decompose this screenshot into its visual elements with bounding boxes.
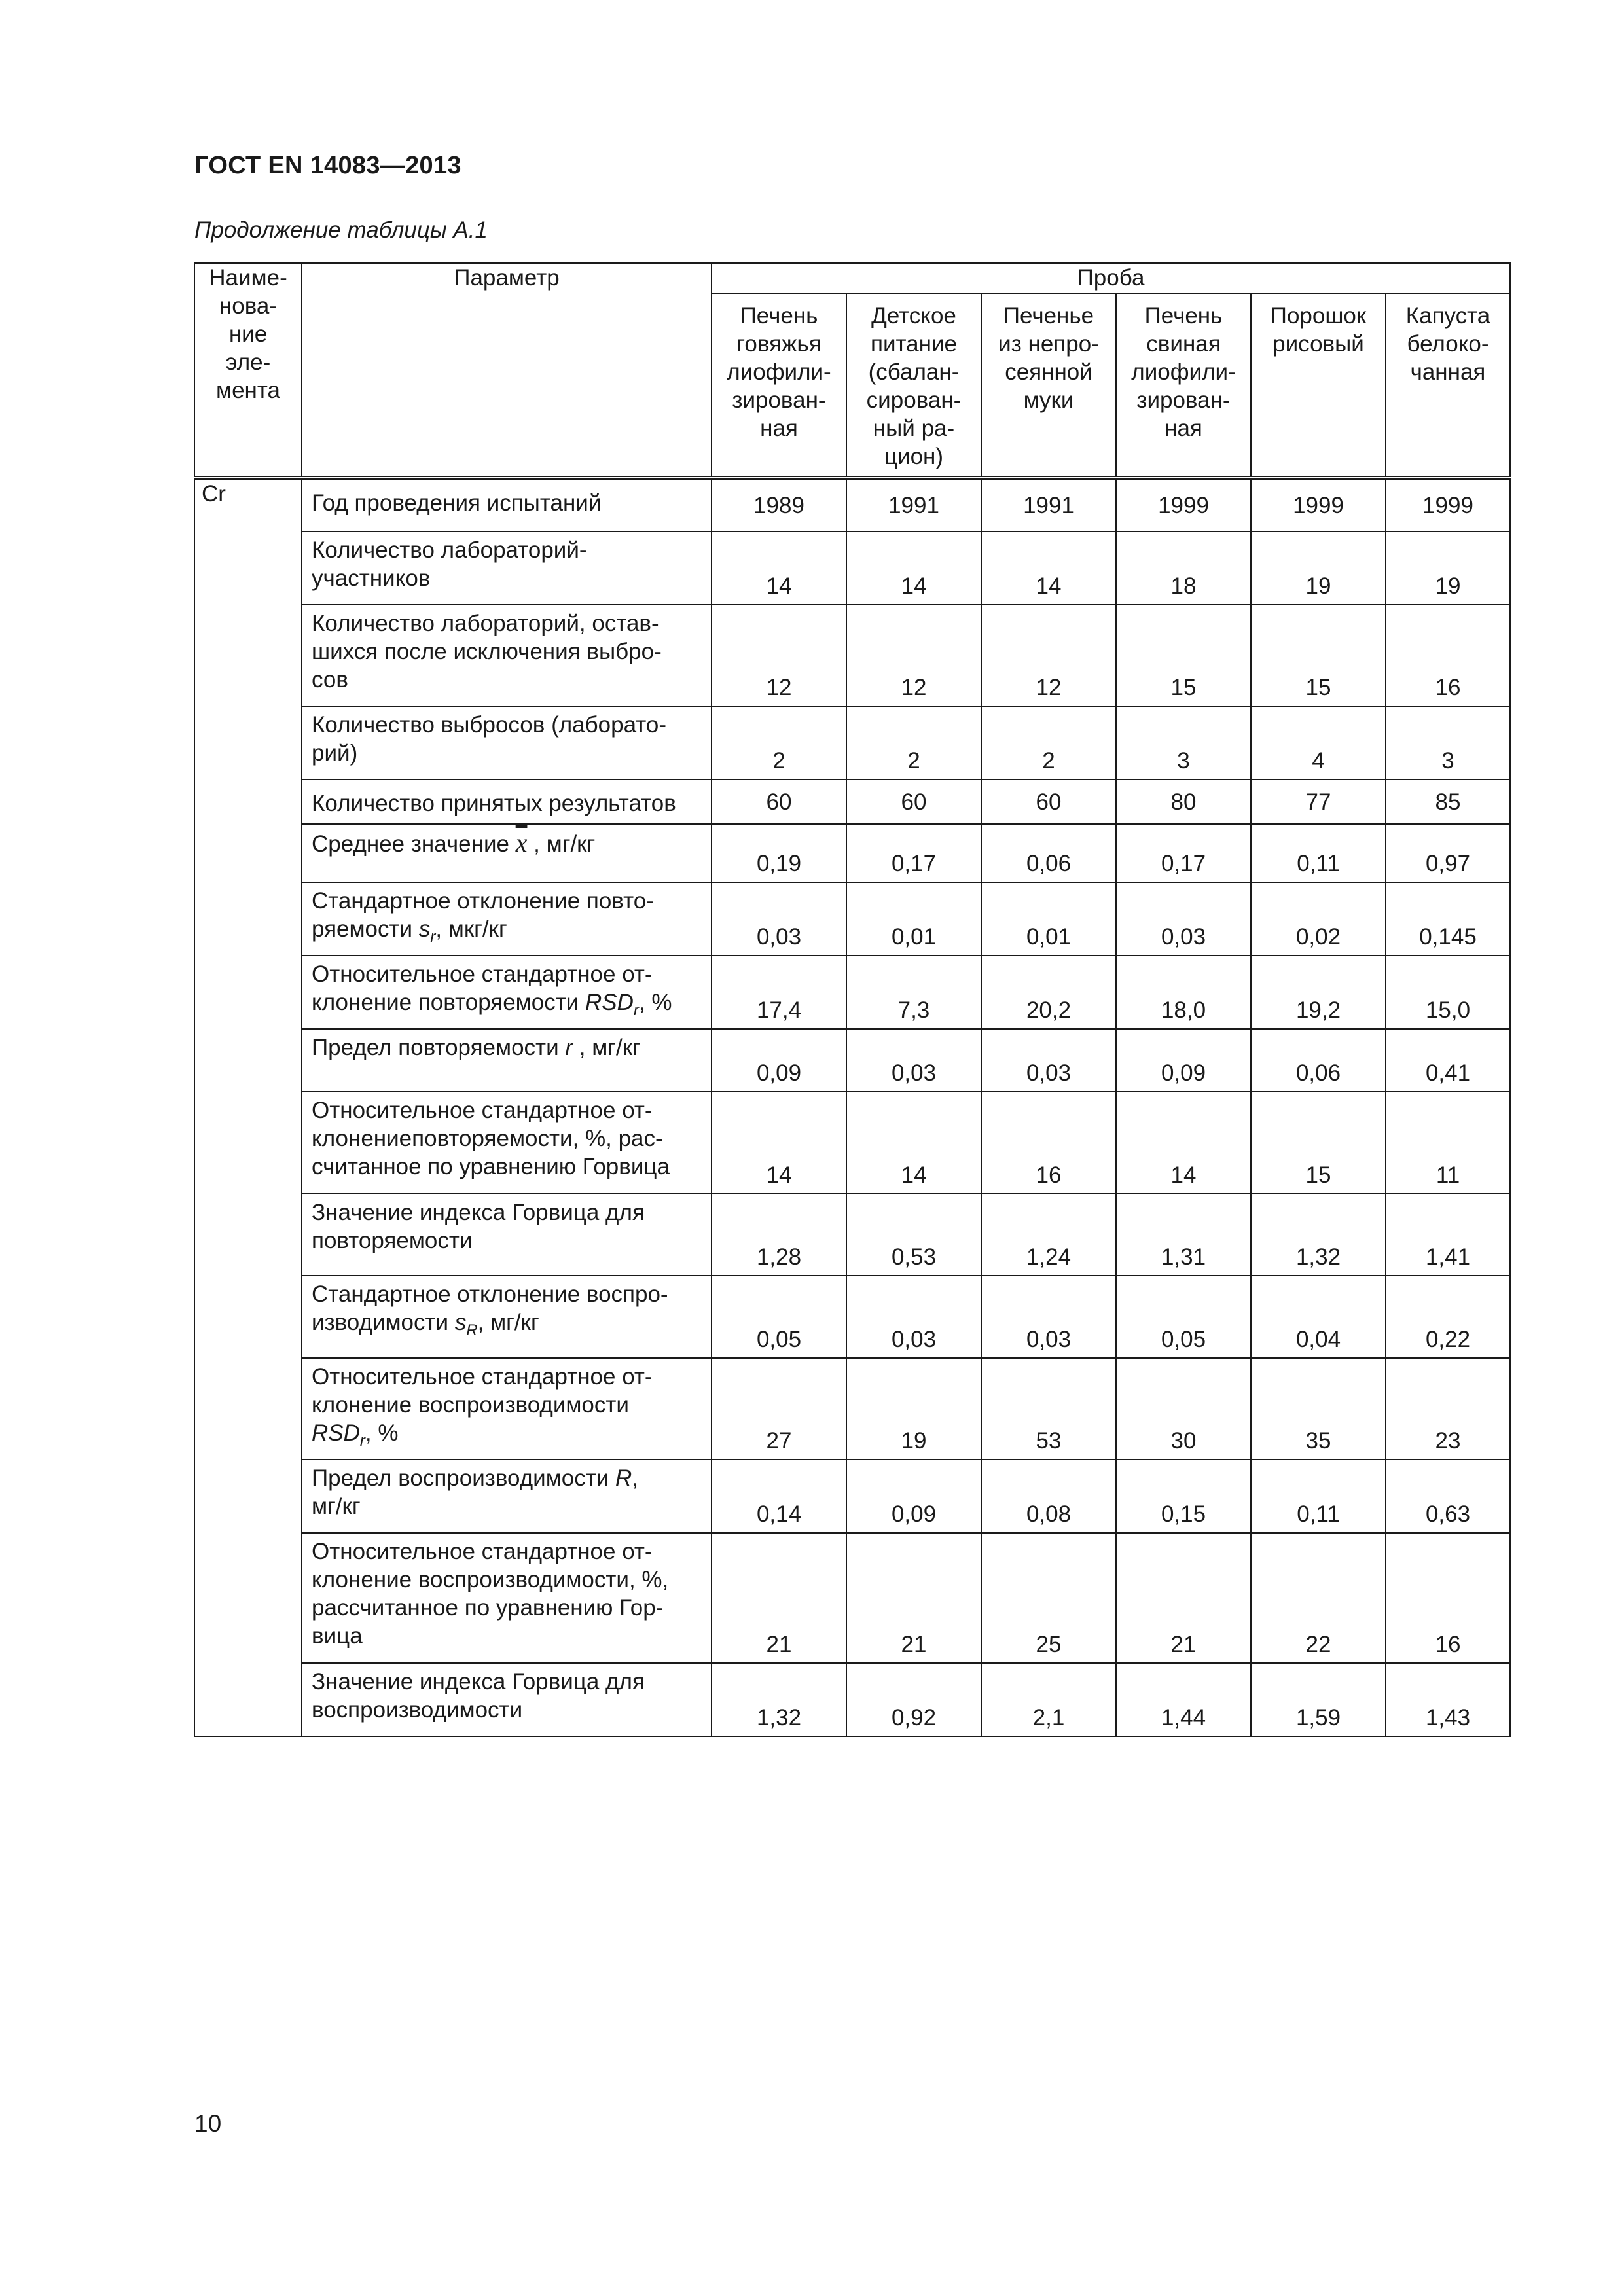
value-cell: 2 — [712, 706, 846, 780]
param-symbol: s — [454, 1310, 467, 1335]
value-cell: 77 — [1251, 780, 1386, 824]
table-row — [194, 1460, 1510, 1533]
param-subscript: r — [633, 1001, 639, 1019]
param-label: Год проведения испытаний — [312, 490, 602, 516]
value-cell: 0,11 — [1251, 1460, 1386, 1533]
value-cell: 0,09 — [1116, 1029, 1251, 1092]
value-cell: 0,03 — [1116, 882, 1251, 956]
value-cell: 20,2 — [981, 956, 1116, 1029]
value-cell: 16 — [1386, 1533, 1510, 1663]
value-cell: 14 — [846, 1092, 981, 1194]
value-cell: 1,32 — [1251, 1194, 1386, 1276]
value-cell: 14 — [1116, 1092, 1251, 1194]
param-label: Количество выбросов (лаборато- рий) — [312, 712, 667, 766]
param-label: Количество принятых результатов — [312, 791, 676, 816]
table-row — [194, 1358, 1510, 1460]
table-row — [194, 706, 1510, 780]
value-cell: 0,145 — [1386, 882, 1510, 956]
value-cell: 1,24 — [981, 1194, 1116, 1276]
param-unit: , мг/кг — [573, 1035, 641, 1060]
value-cell: 0,03 — [712, 882, 846, 956]
value-cell: 21 — [1116, 1533, 1251, 1663]
value-cell: 15 — [1116, 605, 1251, 706]
table-caption: Продолжение таблицы А.1 — [194, 217, 488, 243]
value-cell: 0,19 — [712, 824, 846, 882]
value-cell: 21 — [846, 1533, 981, 1663]
element-label: Cr — [202, 481, 226, 507]
header-element-cell — [194, 263, 302, 478]
value-cell: 1999 — [1116, 478, 1251, 531]
header-sample-cell — [712, 263, 1510, 293]
sample-header-cell — [1116, 293, 1251, 478]
value-cell: 60 — [846, 780, 981, 824]
value-cell: 18 — [1116, 531, 1251, 605]
param-unit: , % — [365, 1420, 399, 1446]
value-cell: 0,05 — [712, 1276, 846, 1358]
value-cell: 15,0 — [1386, 956, 1510, 1029]
value-cell: 0,06 — [1251, 1029, 1386, 1092]
document-header: ГОСТ EN 14083—2013 — [194, 152, 461, 179]
value-cell: 2,1 — [981, 1663, 1116, 1736]
value-cell: 12 — [846, 605, 981, 706]
param-unit: , мкг/кг — [435, 916, 507, 942]
table-row — [194, 1029, 1510, 1092]
param-label: Предел повторяемости — [312, 1035, 566, 1060]
value-cell: 16 — [981, 1092, 1116, 1194]
table-row — [194, 478, 1510, 531]
param-label: Предел воспроизводимости — [312, 1465, 616, 1491]
value-cell: 14 — [846, 531, 981, 605]
value-cell: 0,92 — [846, 1663, 981, 1736]
header-sample-label: Проба — [1077, 265, 1145, 291]
element-cell — [194, 478, 302, 1736]
value-cell: 4 — [1251, 706, 1386, 780]
value-cell: 0,06 — [981, 824, 1116, 882]
value-cell: 53 — [981, 1358, 1116, 1460]
value-cell: 0,05 — [1116, 1276, 1251, 1358]
value-cell: 1989 — [712, 478, 846, 531]
data-table — [194, 262, 1511, 1737]
value-cell: 7,3 — [846, 956, 981, 1029]
param-label: Стандартное отклонение повто- ряемости — [312, 888, 654, 942]
table-row — [194, 1663, 1510, 1736]
param-cell — [302, 882, 712, 956]
value-cell: 3 — [1386, 706, 1510, 780]
param-label: Среднее значение — [312, 831, 516, 857]
value-cell: 0,15 — [1116, 1460, 1251, 1533]
value-cell: 1,59 — [1251, 1663, 1386, 1736]
value-cell: 1999 — [1386, 478, 1510, 531]
value-cell: 17,4 — [712, 956, 846, 1029]
param-label: Значение индекса Горвица для повторяемости — [312, 1200, 645, 1253]
value-cell: 14 — [981, 531, 1116, 605]
sample-name: Печенье из непро- сеянной муки — [998, 303, 1099, 413]
value-cell: 30 — [1116, 1358, 1251, 1460]
param-unit: , мг/кг — [477, 1310, 539, 1335]
value-cell: 16 — [1386, 605, 1510, 706]
param-cell — [302, 1276, 712, 1358]
header-param-cell — [302, 263, 712, 478]
param-cell — [302, 1029, 712, 1092]
value-cell: 1,31 — [1116, 1194, 1251, 1276]
param-symbol: RSD — [312, 1420, 360, 1446]
param-label: Количество лабораторий- участников — [312, 537, 587, 591]
param-label: Стандартное отклонение воспро- изводимости — [312, 1282, 668, 1335]
value-cell: 0,03 — [846, 1276, 981, 1358]
value-cell: 19 — [1251, 531, 1386, 605]
value-cell: 0,04 — [1251, 1276, 1386, 1358]
param-label: Относительное стандартное от- клонение воспроизводимости — [312, 1364, 653, 1418]
value-cell: 0,97 — [1386, 824, 1510, 882]
value-cell: 15 — [1251, 605, 1386, 706]
value-cell: 0,63 — [1386, 1460, 1510, 1533]
param-symbol: R — [615, 1465, 632, 1491]
value-cell: 15 — [1251, 1092, 1386, 1194]
table-row — [194, 531, 1510, 605]
value-cell: 0,08 — [981, 1460, 1116, 1533]
table-row — [194, 882, 1510, 956]
table-row — [194, 1194, 1510, 1276]
value-cell: 0,11 — [1251, 824, 1386, 882]
param-label: Относительное стандартное от- клонение воспроизводимости, %, рассчитанное по уравнению Гор- вица — [312, 1539, 669, 1649]
header-param-label: Параметр — [454, 265, 560, 291]
table-row — [194, 1533, 1510, 1663]
param-cell — [302, 956, 712, 1029]
value-cell: 25 — [981, 1533, 1116, 1663]
param-cell — [302, 1092, 712, 1194]
value-cell: 0,03 — [846, 1029, 981, 1092]
value-cell: 11 — [1386, 1092, 1510, 1194]
value-cell: 60 — [981, 780, 1116, 824]
sample-name: Капуста белоко- чанная — [1405, 303, 1490, 385]
value-cell: 19 — [846, 1358, 981, 1460]
value-cell: 1,28 — [712, 1194, 846, 1276]
sample-header-cell — [981, 293, 1116, 478]
value-cell: 23 — [1386, 1358, 1510, 1460]
param-cell — [302, 478, 712, 531]
value-cell: 0,03 — [981, 1276, 1116, 1358]
table-row — [194, 1276, 1510, 1358]
value-cell: 0,41 — [1386, 1029, 1510, 1092]
sample-header-cell — [712, 293, 846, 478]
sample-name: Печень говяжья лиофили- зирован- ная — [727, 303, 831, 441]
param-unit: , мг/кг — [312, 1465, 639, 1519]
sample-header-cell — [1251, 293, 1386, 478]
param-subscript: R — [466, 1321, 478, 1339]
value-cell: 0,03 — [981, 1029, 1116, 1092]
value-cell: 0,22 — [1386, 1276, 1510, 1358]
value-cell: 1991 — [981, 478, 1116, 531]
value-cell: 80 — [1116, 780, 1251, 824]
value-cell: 18,0 — [1116, 956, 1251, 1029]
value-cell: 35 — [1251, 1358, 1386, 1460]
param-label: Относительное стандартное от- клонениеповторяемости, %, рас- считанное по уравнению Горвица — [312, 1098, 670, 1179]
value-cell: 22 — [1251, 1533, 1386, 1663]
param-unit: , мг/кг — [527, 831, 596, 857]
value-cell: 1999 — [1251, 478, 1386, 531]
param-unit: , % — [638, 990, 672, 1015]
param-cell — [302, 531, 712, 605]
param-cell — [302, 605, 712, 706]
param-subscript: r — [359, 1432, 365, 1450]
param-symbol: RSD — [585, 990, 634, 1015]
table-row — [194, 1092, 1510, 1194]
param-label: Относительное стандартное от- клонение повторяемости — [312, 961, 653, 1015]
param-cell — [302, 706, 712, 780]
value-cell: 0,14 — [712, 1460, 846, 1533]
sample-header-cell — [1386, 293, 1510, 478]
table-header-row — [194, 263, 1510, 293]
param-symbol: $\overline{x}$ — [515, 828, 528, 857]
value-cell: 60 — [712, 780, 846, 824]
value-cell: 2 — [846, 706, 981, 780]
value-cell: 0,53 — [846, 1194, 981, 1276]
param-cell — [302, 1358, 712, 1460]
param-label: Значение индекса Горвица для воспроизводимости — [312, 1669, 645, 1723]
table-row — [194, 824, 1510, 882]
param-symbol: s — [418, 916, 431, 942]
value-cell: 1,32 — [712, 1663, 846, 1736]
sample-name: Печень свиная лиофили- зирован- ная — [1131, 303, 1236, 441]
value-cell: 0,17 — [1116, 824, 1251, 882]
value-cell: 1991 — [846, 478, 981, 531]
value-cell: 0,01 — [981, 882, 1116, 956]
param-cell — [302, 1533, 712, 1663]
value-cell: 0,02 — [1251, 882, 1386, 956]
value-cell: 0,17 — [846, 824, 981, 882]
value-cell: 1,44 — [1116, 1663, 1251, 1736]
sample-name: Детское питание (сбалан- сирован- ный ра- цион) — [866, 303, 962, 469]
value-cell: 2 — [981, 706, 1116, 780]
sample-name: Порошок рисовый — [1270, 303, 1367, 357]
value-cell: 21 — [712, 1533, 846, 1663]
value-cell: 1,43 — [1386, 1663, 1510, 1736]
value-cell: 19,2 — [1251, 956, 1386, 1029]
param-cell — [302, 824, 712, 882]
value-cell: 19 — [1386, 531, 1510, 605]
value-cell: 85 — [1386, 780, 1510, 824]
value-cell: 0,09 — [846, 1460, 981, 1533]
table-row — [194, 780, 1510, 824]
param-label: Количество лабораторий, остав- шихся после исключения выбро- сов — [312, 611, 662, 692]
param-cell — [302, 1194, 712, 1276]
param-subscript: r — [430, 928, 436, 946]
sample-header-cell — [846, 293, 981, 478]
value-cell: 27 — [712, 1358, 846, 1460]
value-cell: 12 — [981, 605, 1116, 706]
value-cell: 0,01 — [846, 882, 981, 956]
table-row — [194, 956, 1510, 1029]
param-symbol: r — [565, 1035, 573, 1060]
table-row — [194, 605, 1510, 706]
param-cell — [302, 1460, 712, 1533]
value-cell: 0,09 — [712, 1029, 846, 1092]
value-cell: 14 — [712, 1092, 846, 1194]
value-cell: 3 — [1116, 706, 1251, 780]
page-number: 10 — [194, 2110, 222, 2137]
param-cell — [302, 780, 712, 824]
value-cell: 12 — [712, 605, 846, 706]
value-cell: 14 — [712, 531, 846, 605]
param-cell — [302, 1663, 712, 1736]
header-element-label: Наиме- нова- ние эле- мента — [209, 265, 287, 403]
value-cell: 1,41 — [1386, 1194, 1510, 1276]
